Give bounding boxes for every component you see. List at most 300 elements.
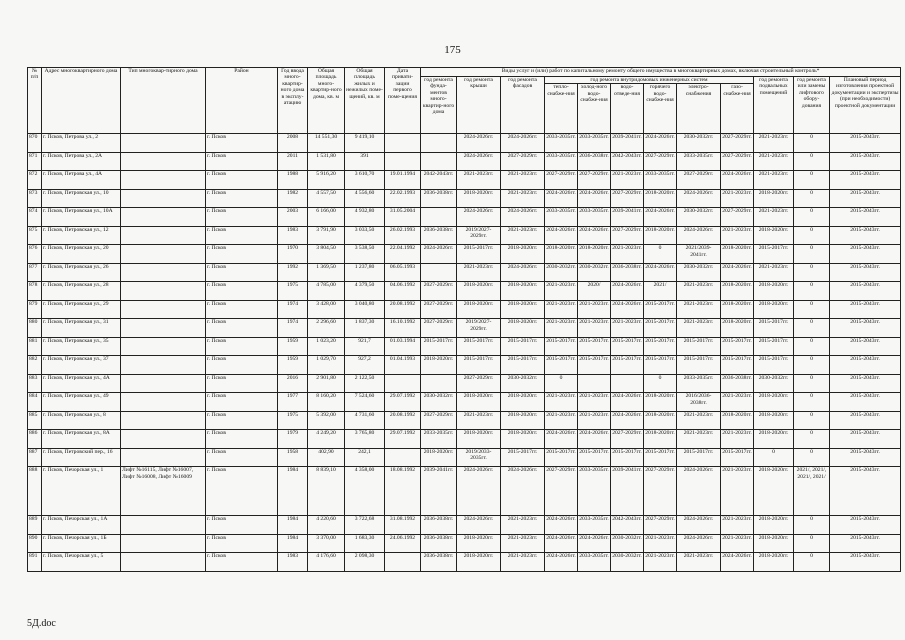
row-hot-water: 2015-2017гг.: [644, 448, 677, 467]
row-lift: 0: [794, 263, 830, 282]
row-heat: 2015-2017гг.: [545, 448, 578, 467]
row-num: 888: [28, 467, 42, 516]
col-roof: год ремонта крыши: [457, 77, 501, 134]
row-facade: 2021-2023гг.: [501, 189, 545, 208]
row-sewer: 2021-2023гг.: [611, 171, 644, 190]
row-roof: 2024-2026гг.: [457, 208, 501, 227]
row-planned: 2015-2043гг.: [830, 411, 901, 430]
row-foundation: 2036-2038гг.: [421, 226, 457, 245]
row-privat-date: [385, 152, 421, 171]
col-district: Район: [206, 68, 278, 134]
row-num: 885: [28, 411, 42, 430]
row-planned: 2015-2043гг.: [830, 134, 901, 153]
row-num: 877: [28, 263, 42, 282]
row-planned: 2015-2043гг.: [830, 534, 901, 553]
row-address: г. Псков, Петровская ул., 12: [42, 226, 121, 245]
row-type: [121, 282, 206, 301]
row-cold-water: 2036-2038гг.: [578, 152, 611, 171]
row-foundation: [421, 374, 457, 393]
row-planned: 2015-2043гг.: [830, 282, 901, 301]
row-living-area: 9 419,10: [345, 134, 385, 153]
row-address: г. Псков, Петровская ул., 31: [42, 319, 121, 338]
row-privat-date: 20.08.1992: [385, 411, 421, 430]
row-heat: 2027-2029гг.: [545, 171, 578, 190]
row-total-area: 4 785,00: [308, 282, 345, 301]
row-basement: 2018-2020гг.: [754, 411, 794, 430]
row-heat: 2018-2020гг.: [545, 245, 578, 264]
row-roof: 2018-2020гг.: [457, 430, 501, 449]
row-total-area: 8 160,20: [308, 393, 345, 412]
row-planned: 2015-2043гг.: [830, 393, 901, 412]
row-privat-date: 29.07.1992: [385, 393, 421, 412]
row-hot-water: 0: [644, 374, 677, 393]
row-living-area: 1 837,30: [345, 319, 385, 338]
row-planned: 2015-2043гг.: [830, 356, 901, 375]
row-year-built: 1959: [278, 356, 308, 375]
row-privat-date: 01.03.1994: [385, 337, 421, 356]
row-electric: 2030-2032гг.: [677, 263, 721, 282]
row-lift: 0: [794, 245, 830, 264]
row-gas: 2018-2020гг.: [721, 300, 754, 319]
row-type: [121, 393, 206, 412]
col-living-area: Общая площадь жилых и нежилых поме-щений, кв. м: [345, 68, 385, 134]
row-roof: 2018-2020гг.: [457, 300, 501, 319]
row-lift: 0: [794, 534, 830, 553]
row-num: 883: [28, 374, 42, 393]
row-hot-water: 2015-2017гг.: [644, 319, 677, 338]
row-sewer: 2024-2026гг.: [611, 411, 644, 430]
row-heat: 2033-2035гг.: [545, 152, 578, 171]
row-privat-date: 24.06.1992: [385, 534, 421, 553]
row-hot-water: 2033-2035гг.: [644, 171, 677, 190]
row-num: 891: [28, 553, 42, 572]
row-facade: 2018-2020гг.: [501, 430, 545, 449]
row-gas: 2018-2020гг.: [721, 411, 754, 430]
row-gas: 2024-2026гг.: [721, 263, 754, 282]
row-basement: 2015-2017гг.: [754, 337, 794, 356]
row-facade: 2018-2020гг.: [501, 393, 545, 412]
row-address: г. Псков, Печорская ул., 1: [42, 467, 121, 516]
row-address: г. Псков, Петровская ул., 10: [42, 189, 121, 208]
row-facade: 2018-2020гг.: [501, 319, 545, 338]
row-heat: 2021-2023гг.: [545, 411, 578, 430]
row-total-area: 1 029,70: [308, 356, 345, 375]
row-district: г. Псков: [206, 134, 278, 153]
row-num: 887: [28, 448, 42, 467]
row-privat-date: 31.05.2004: [385, 208, 421, 227]
row-gas: 2021-2023гг.: [721, 534, 754, 553]
row-living-area: 3 765,80: [345, 430, 385, 449]
row-basement: 2018-2020гг.: [754, 393, 794, 412]
row-district: г. Псков: [206, 152, 278, 171]
row-basement: 2018-2020гг.: [754, 516, 794, 535]
row-lift: 0: [794, 208, 830, 227]
row-hot-water: 2015-2017гг.: [644, 300, 677, 319]
row-facade: 2015-2017гг.: [501, 356, 545, 375]
row-electric: 2024-2026гг.: [677, 189, 721, 208]
row-hot-water: 2027-2029гг.: [644, 467, 677, 516]
row-num: 879: [28, 300, 42, 319]
row-basement: 2018-2020гг.: [754, 226, 794, 245]
row-facade: 2015-2017гг.: [501, 448, 545, 467]
row-facade: 2021-2023гг.: [501, 516, 545, 535]
row-district: г. Псков: [206, 448, 278, 467]
row-facade: 2018-2020гг.: [501, 300, 545, 319]
table-row: [28, 430, 901, 449]
row-sewer: 2030-2032гг.: [611, 553, 644, 572]
row-living-area: 4 358,00: [345, 467, 385, 516]
row-year-built: 1975: [278, 411, 308, 430]
row-sewer: 2024-2026гг.: [611, 282, 644, 301]
row-foundation: 2018-2020гг.: [421, 356, 457, 375]
row-year-built: 2003: [278, 208, 308, 227]
row-planned: 2015-2043гг.: [830, 263, 901, 282]
row-lift: 0: [794, 411, 830, 430]
row-year-built: 1982: [278, 189, 308, 208]
row-district: г. Псков: [206, 553, 278, 572]
row-total-area: 2 296,60: [308, 319, 345, 338]
table-row: [28, 282, 901, 301]
row-type: [121, 152, 206, 171]
row-heat: 2033-2035гг.: [545, 208, 578, 227]
table-row: [28, 356, 901, 375]
row-num: 874: [28, 208, 42, 227]
row-living-area: 2 122,50: [345, 374, 385, 393]
row-planned: 2015-2043гг.: [830, 430, 901, 449]
row-privat-date: 06.05.1993: [385, 263, 421, 282]
row-type: [121, 171, 206, 190]
row-total-area: 1 369,50: [308, 263, 345, 282]
row-cold-water: 2020/: [578, 282, 611, 301]
row-cold-water: 2018-2020гг.: [578, 245, 611, 264]
row-roof: 2015-2017гг.: [457, 356, 501, 375]
col-facade: год ремонта фасадов: [501, 77, 545, 134]
row-total-area: 4 220,60: [308, 516, 345, 535]
row-year-built: 1983: [278, 226, 308, 245]
row-total-area: 5 916,20: [308, 171, 345, 190]
row-sewer: 2015-2017гг.: [611, 337, 644, 356]
row-address: г. Псков, Петровская ул., 4А: [42, 374, 121, 393]
row-hot-water: 2018-2020гг.: [644, 189, 677, 208]
row-privat-date: 26.02.1993: [385, 226, 421, 245]
row-sewer: 2039-2041гг.: [611, 134, 644, 153]
row-district: г. Псков: [206, 282, 278, 301]
row-electric: 2024-2026гг.: [677, 516, 721, 535]
row-planned: 2015-2043гг.: [830, 245, 901, 264]
row-living-area: 3 722,68: [345, 516, 385, 535]
row-sewer: 2030-2032гг.: [611, 534, 644, 553]
col-basement: год ремонта подвальных помещений: [754, 77, 794, 134]
row-total-area: 14 551,30: [308, 134, 345, 153]
row-foundation: 2042-2043гг.: [421, 171, 457, 190]
row-gas: 2018-2020гг.: [721, 319, 754, 338]
row-address: г. Псков, Петрова ул., 2: [42, 134, 121, 153]
row-cold-water: 2033-2035гг.: [578, 516, 611, 535]
table-row: [28, 226, 901, 245]
row-num: 890: [28, 534, 42, 553]
row-electric: 2021-2023гг.: [677, 319, 721, 338]
row-gas: 2027-2029гг.: [721, 208, 754, 227]
row-cold-water: 2027-2029гг.: [578, 171, 611, 190]
row-planned: 2015-2043гг.: [830, 171, 901, 190]
row-address: г. Псков, Петровский пер., 16: [42, 448, 121, 467]
row-heat: 2021-2023гг.: [545, 319, 578, 338]
row-planned: 2015-2043гг.: [830, 448, 901, 467]
row-living-area: 4 379,50: [345, 282, 385, 301]
row-foundation: 2027-2029гг.: [421, 319, 457, 338]
row-electric: 2024-2026гг.: [677, 467, 721, 516]
row-lift: 0: [794, 189, 830, 208]
row-facade: 2018-2020гг.: [501, 245, 545, 264]
row-planned: 2015-2043гг.: [830, 553, 901, 572]
row-heat: 2024-2026гг.: [545, 553, 578, 572]
row-electric: 2021/2039-2041гг.: [677, 245, 721, 264]
row-year-built: 1959: [278, 337, 308, 356]
row-cold-water: 2021-2023гг.: [578, 393, 611, 412]
footer-filename: 5Д.doc: [27, 618, 56, 629]
row-hot-water: 2021-2023гг.: [644, 534, 677, 553]
row-privat-date: [385, 134, 421, 153]
row-foundation: 2036-2038гг.: [421, 516, 457, 535]
row-basement: 2015-2017гг.: [754, 245, 794, 264]
row-sewer: 2024-2026гг.: [611, 393, 644, 412]
row-cold-water: 2033-2035гг.: [578, 134, 611, 153]
row-gas: 2027-2029гг.: [721, 152, 754, 171]
row-district: г. Псков: [206, 226, 278, 245]
row-privat-date: 31.08.1992: [385, 516, 421, 535]
row-planned: 2015-2043гг.: [830, 208, 901, 227]
row-electric: 2024-2026гг.: [677, 534, 721, 553]
row-heat: 2027-2029гг.: [545, 467, 578, 516]
col-sewer: водо-отведе-ния: [611, 84, 644, 134]
row-facade: 2015-2017гг.: [501, 337, 545, 356]
row-type: [121, 516, 206, 535]
row-address: г. Псков, Петровская ул., 49: [42, 393, 121, 412]
row-year-built: 2011: [278, 152, 308, 171]
row-electric: 2033-2035гг.: [677, 374, 721, 393]
row-gas: 2036-2038гг.: [721, 374, 754, 393]
row-heat: 2024-2026гг.: [545, 189, 578, 208]
row-heat: 2021-2023гг.: [545, 393, 578, 412]
row-gas: 2015-2017гг.: [721, 448, 754, 467]
row-privat-date: 22.04.1992: [385, 245, 421, 264]
row-district: г. Псков: [206, 356, 278, 375]
col-total-area: Общая площадь много-квартир-ного дома, кв. м: [308, 68, 345, 134]
row-sewer: 2015-2017гг.: [611, 448, 644, 467]
row-facade: 2030-2032гг.: [501, 374, 545, 393]
row-year-built: 1979: [278, 430, 308, 449]
row-type: [121, 208, 206, 227]
row-gas: 2015-2017гг.: [721, 356, 754, 375]
row-cold-water: 2015-2017гг.: [578, 356, 611, 375]
row-basement: 2021-2023гг.: [754, 171, 794, 190]
row-year-built: 1984: [278, 467, 308, 516]
row-hot-water: 0: [644, 245, 677, 264]
row-address: г. Псков, Петровская ул., 29: [42, 300, 121, 319]
row-living-area: 391: [345, 152, 385, 171]
row-roof: 2018-2020гг.: [457, 534, 501, 553]
row-total-area: 6 166,00: [308, 208, 345, 227]
row-district: г. Псков: [206, 516, 278, 535]
row-lift: 0: [794, 393, 830, 412]
row-cold-water: 2033-2035гг.: [578, 467, 611, 516]
row-foundation: 2033-2035гг.: [421, 430, 457, 449]
row-roof: 2015-2017гг.: [457, 337, 501, 356]
row-foundation: [421, 263, 457, 282]
row-address: г. Псков, Петрова ул., 2А: [42, 152, 121, 171]
row-cold-water: 2024-2026гг.: [578, 534, 611, 553]
row-total-area: 3 370,00: [308, 534, 345, 553]
row-gas: 2018-2020гг.: [721, 245, 754, 264]
row-cold-water: 2024-2026гг.: [578, 226, 611, 245]
row-district: г. Псков: [206, 411, 278, 430]
row-district: г. Псков: [206, 245, 278, 264]
row-year-built: 1975: [278, 282, 308, 301]
row-roof: 2018-2020гг.: [457, 282, 501, 301]
row-facade: 2024-2026гг.: [501, 467, 545, 516]
row-address: г. Псков, Петровская ул., 26: [42, 263, 121, 282]
row-planned: 2015-2043гг.: [830, 319, 901, 338]
row-sewer: 2042-2043гг.: [611, 152, 644, 171]
row-type: Лифт №16115, Лифт №16007, Лифт №16008, Лифт №16009: [121, 467, 206, 516]
row-heat: 2024-2026гг.: [545, 430, 578, 449]
row-electric: 2021-2023гг.: [677, 411, 721, 430]
row-basement: 2021-2023гг.: [754, 208, 794, 227]
row-gas: 2018-2020гг.: [721, 282, 754, 301]
row-address: г. Псков, Петровская ул., 8А: [42, 430, 121, 449]
row-gas: 2015-2017гг.: [721, 337, 754, 356]
row-year-built: 1958: [278, 448, 308, 467]
row-facade: 2024-2026гг.: [501, 134, 545, 153]
row-address: г. Псков, Петровская ул., 37: [42, 356, 121, 375]
row-hot-water: 2015-2017гг.: [644, 356, 677, 375]
table-row: [28, 263, 901, 282]
row-foundation: 2027-2029гг.: [421, 411, 457, 430]
row-gas: 2021-2023гг.: [721, 226, 754, 245]
row-basement: 2021-2023гг.: [754, 263, 794, 282]
row-year-built: 1974: [278, 300, 308, 319]
row-privat-date: [385, 448, 421, 467]
row-foundation: [421, 208, 457, 227]
row-hot-water: 2021/: [644, 282, 677, 301]
row-living-area: 1 683,30: [345, 534, 385, 553]
row-roof: 2021-2023гг.: [457, 263, 501, 282]
row-hot-water: 2018-2020гг.: [644, 411, 677, 430]
row-planned: 2015-2043гг.: [830, 516, 901, 535]
row-basement: 2015-2017гг.: [754, 319, 794, 338]
table-row: [28, 534, 901, 553]
table-row: [28, 319, 901, 338]
row-privat-date: 16.10.1992: [385, 319, 421, 338]
row-privat-date: [385, 374, 421, 393]
row-num: 872: [28, 171, 42, 190]
row-num: 881: [28, 337, 42, 356]
row-roof: 2018-2020гг.: [457, 553, 501, 572]
row-year-built: 1984: [278, 516, 308, 535]
row-basement: 2018-2020гг.: [754, 467, 794, 516]
table-row: [28, 300, 901, 319]
row-facade: 2021-2023гг.: [501, 553, 545, 572]
row-planned: 2015-2043гг.: [830, 374, 901, 393]
row-gas: 2021-2023гг.: [721, 189, 754, 208]
col-hot-water: горячего водо-снабже-ния: [644, 84, 677, 134]
row-type: [121, 189, 206, 208]
row-living-area: 242,1: [345, 448, 385, 467]
row-hot-water: 2018-2020гг.: [644, 430, 677, 449]
row-address: г. Псков, Печорская ул., 1Б: [42, 534, 121, 553]
row-cold-water: [578, 374, 611, 393]
row-planned: 2015-2043гг.: [830, 226, 901, 245]
row-roof: 2024-2026гг.: [457, 516, 501, 535]
row-type: [121, 430, 206, 449]
row-address: г. Псков, Петровская ул., 28: [42, 282, 121, 301]
row-planned: 2015-2043гг.: [830, 337, 901, 356]
row-electric: 2024-2026гг.: [677, 226, 721, 245]
row-num: 889: [28, 516, 42, 535]
row-sewer: 2027-2029гг.: [611, 189, 644, 208]
row-lift: 0: [794, 134, 830, 153]
row-cold-water: 2030-2032гг.: [578, 263, 611, 282]
row-num: 871: [28, 152, 42, 171]
row-privat-date: 01.04.1993: [385, 356, 421, 375]
row-hot-water: 2024-2026гг.: [644, 263, 677, 282]
col-address: Адрес многоквартирного дома: [42, 68, 121, 134]
row-hot-water: 2018-2020гг.: [644, 393, 677, 412]
row-roof: 2024-2026гг.: [457, 152, 501, 171]
row-electric: 2033-2035гг.: [677, 152, 721, 171]
row-type: [121, 411, 206, 430]
row-facade: 2024-2026гг.: [501, 208, 545, 227]
row-privat-date: [385, 553, 421, 572]
row-heat: 0: [545, 374, 578, 393]
row-facade: 2021-2023гг.: [501, 171, 545, 190]
row-heat: 2024-2026гг.: [545, 534, 578, 553]
row-basement: 2018-2020гг.: [754, 534, 794, 553]
table-row: [28, 189, 901, 208]
row-cold-water: 2033-2035гг.: [578, 208, 611, 227]
row-basement: 2018-2020гг.: [754, 553, 794, 572]
row-roof: 2019/2027-2029гг.: [457, 226, 501, 245]
row-electric: 2021-2023гг.: [677, 282, 721, 301]
row-district: г. Псков: [206, 467, 278, 516]
row-lift: 0: [794, 448, 830, 467]
row-district: г. Псков: [206, 337, 278, 356]
row-cold-water: 2033-2035гг.: [578, 553, 611, 572]
col-privat-date: Дата привати-зации первого поме-щения: [385, 68, 421, 134]
row-year-built: 1984: [278, 534, 308, 553]
row-electric: 2015-2017гг.: [677, 337, 721, 356]
row-num: 876: [28, 245, 42, 264]
row-foundation: [421, 152, 457, 171]
row-facade: 2024-2026гг.: [501, 263, 545, 282]
row-roof: 2015-2017гг.: [457, 245, 501, 264]
row-lift: 2021/, 2021/, 2021/, 2021/: [794, 467, 830, 516]
row-cold-water: 2021-2023гг.: [578, 300, 611, 319]
row-year-built: 1977: [278, 393, 308, 412]
row-planned: 2015-2043гг.: [830, 152, 901, 171]
row-basement: 2018-2020гг.: [754, 430, 794, 449]
row-type: [121, 300, 206, 319]
page-number: 175: [444, 44, 461, 56]
row-district: г. Псков: [206, 319, 278, 338]
row-address: г. Псков, Петрова ул., 4А: [42, 171, 121, 190]
row-basement: 0: [754, 448, 794, 467]
row-year-built: 1974: [278, 319, 308, 338]
row-electric: 2027-2029гг.: [677, 171, 721, 190]
row-sewer: 2042-2043гг.: [611, 516, 644, 535]
row-num: 875: [28, 226, 42, 245]
row-lift: 0: [794, 152, 830, 171]
